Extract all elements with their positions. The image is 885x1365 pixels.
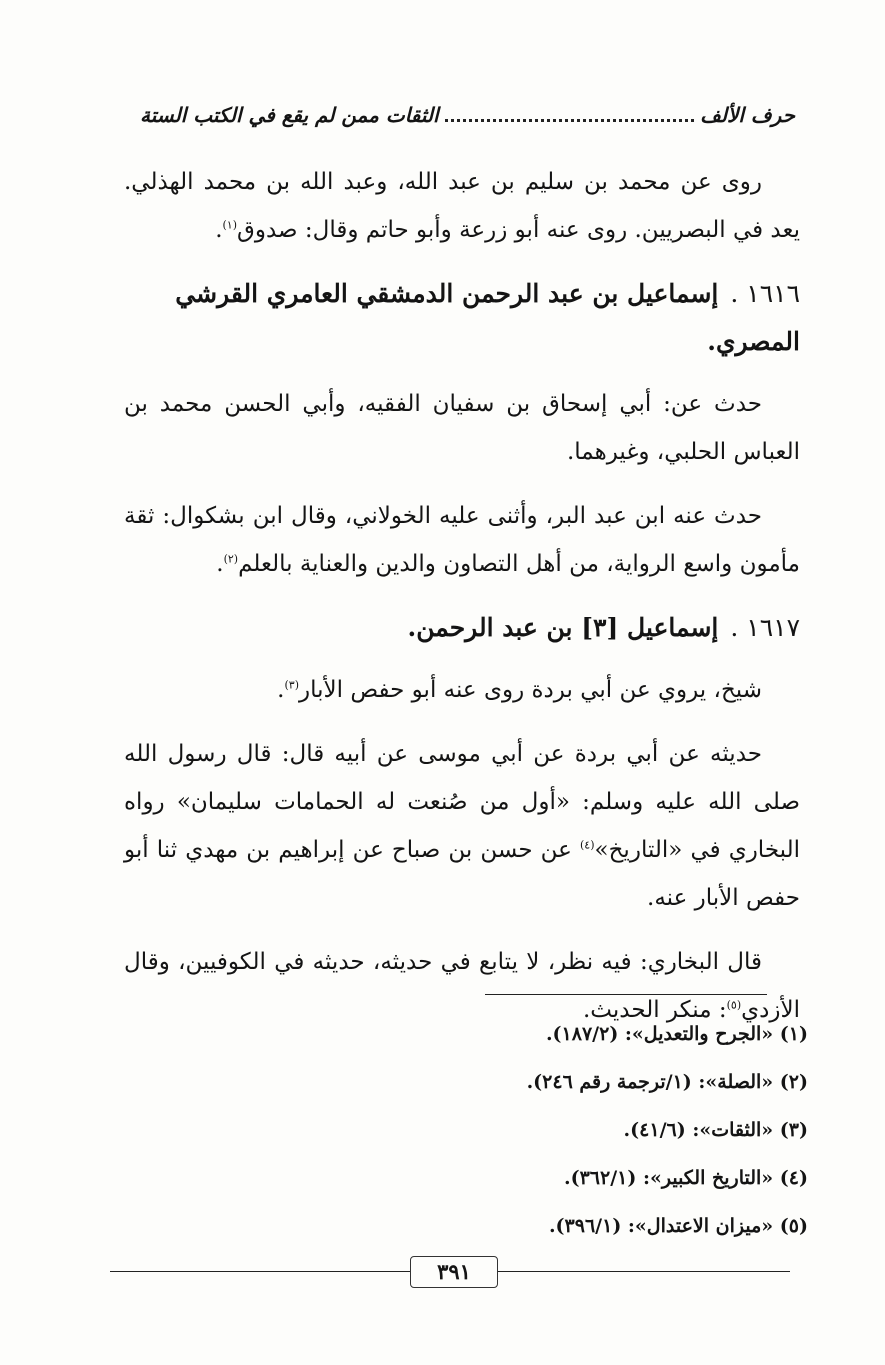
entry-1617-paragraph-2: حديثه عن أبي بردة عن أبي موسى عن أبيه قال: قال رسول الله صلى الله عليه وسلم: «أول من صُنعت له الحمامات سليمان» رواه البخاري في «التاريخ»$^{(٤)}$ عن حسن بن صباح عن إبراهيم بن مهدي ثنا أبو حفص الأبار عنه. (124, 741, 801, 911)
footnote-3: (٣) «الثقات»: (٤١/٦). (623, 1119, 808, 1141)
entry-1616-paragraph-1: حدث عن: أبي إسحاق بن سفيان الفقيه، وأبي الحسن محمد بن العباس الحلبي، وغيرهما. (124, 391, 800, 465)
footnote-4: (٤) «التاريخ الكبير»: (٣٦٢/١). (563, 1167, 808, 1189)
footnote-ref: (١) (222, 218, 238, 232)
footnote-separator (485, 994, 767, 995)
entry-1617-title (124, 604, 800, 652)
footnote-1: (١) «الجرح والتعديل»: (١٨٧/٢). (545, 1023, 808, 1045)
entry-name: إسماعيل [٣] بن عبد الرحمن. (407, 613, 719, 642)
header-chapter: حرف الألف (700, 103, 795, 127)
entry-number: ١٦١٧ . (730, 613, 800, 642)
header-dot-leader (445, 119, 695, 122)
footnote-ref: (٢) (223, 552, 239, 566)
footnote-ref: (٣) (284, 678, 299, 692)
running-header (140, 100, 795, 130)
header-book-title: الثقات ممن لم يقع في الكتب الستة (140, 103, 439, 127)
page-number: ٣٩١ (410, 1256, 498, 1288)
footnotes (200, 1010, 808, 1250)
main-text (124, 158, 800, 1050)
entry-1616-paragraph-2: حدث عنه ابن عبد البر، وأثنى عليه الخولاني، وقال ابن بشكوال: ثقة مأمون واسع الرواية، من أهل التصاون والدين والعناية بالعلم$^{(٢)}$. (124, 503, 800, 577)
footnote-ref: (٤) (580, 838, 595, 852)
footnote-ref: (٥) (726, 998, 742, 1012)
footnote-5: (٥) «ميزان الاعتدال»: (٣٩٦/١). (548, 1215, 808, 1237)
entry-1617-paragraph-1: شيخ، يروي عن أبي بردة روى عنه أبو حفص الأبار$^{(٣)}$. (277, 677, 762, 703)
entry-number: ١٦١٦ . (730, 279, 800, 308)
entry-1617-paragraph-3: قال البخاري: فيه نظر، لا يتابع في حديثه، حديثه في الكوفيين، وقال الأزدي$^{(٥)}$: منكر الحديث. (124, 949, 800, 1023)
footnote-2: (٢) «الصلة»: (١/ترجمة رقم ٢٤٦). (526, 1071, 808, 1093)
intro-paragraph: روى عن محمد بن سليم بن عبد الله، وعبد الله بن محمد الهذلي. يعد في البصريين. روى عنه أبو زرعة وأبو حاتم وقال: صدوق$^{(١)}$. (124, 169, 800, 243)
entry-name: إسماعيل بن عبد الرحمن الدمشقي العامري القرشي المصري. (175, 279, 800, 356)
entry-1616-title (124, 270, 800, 366)
